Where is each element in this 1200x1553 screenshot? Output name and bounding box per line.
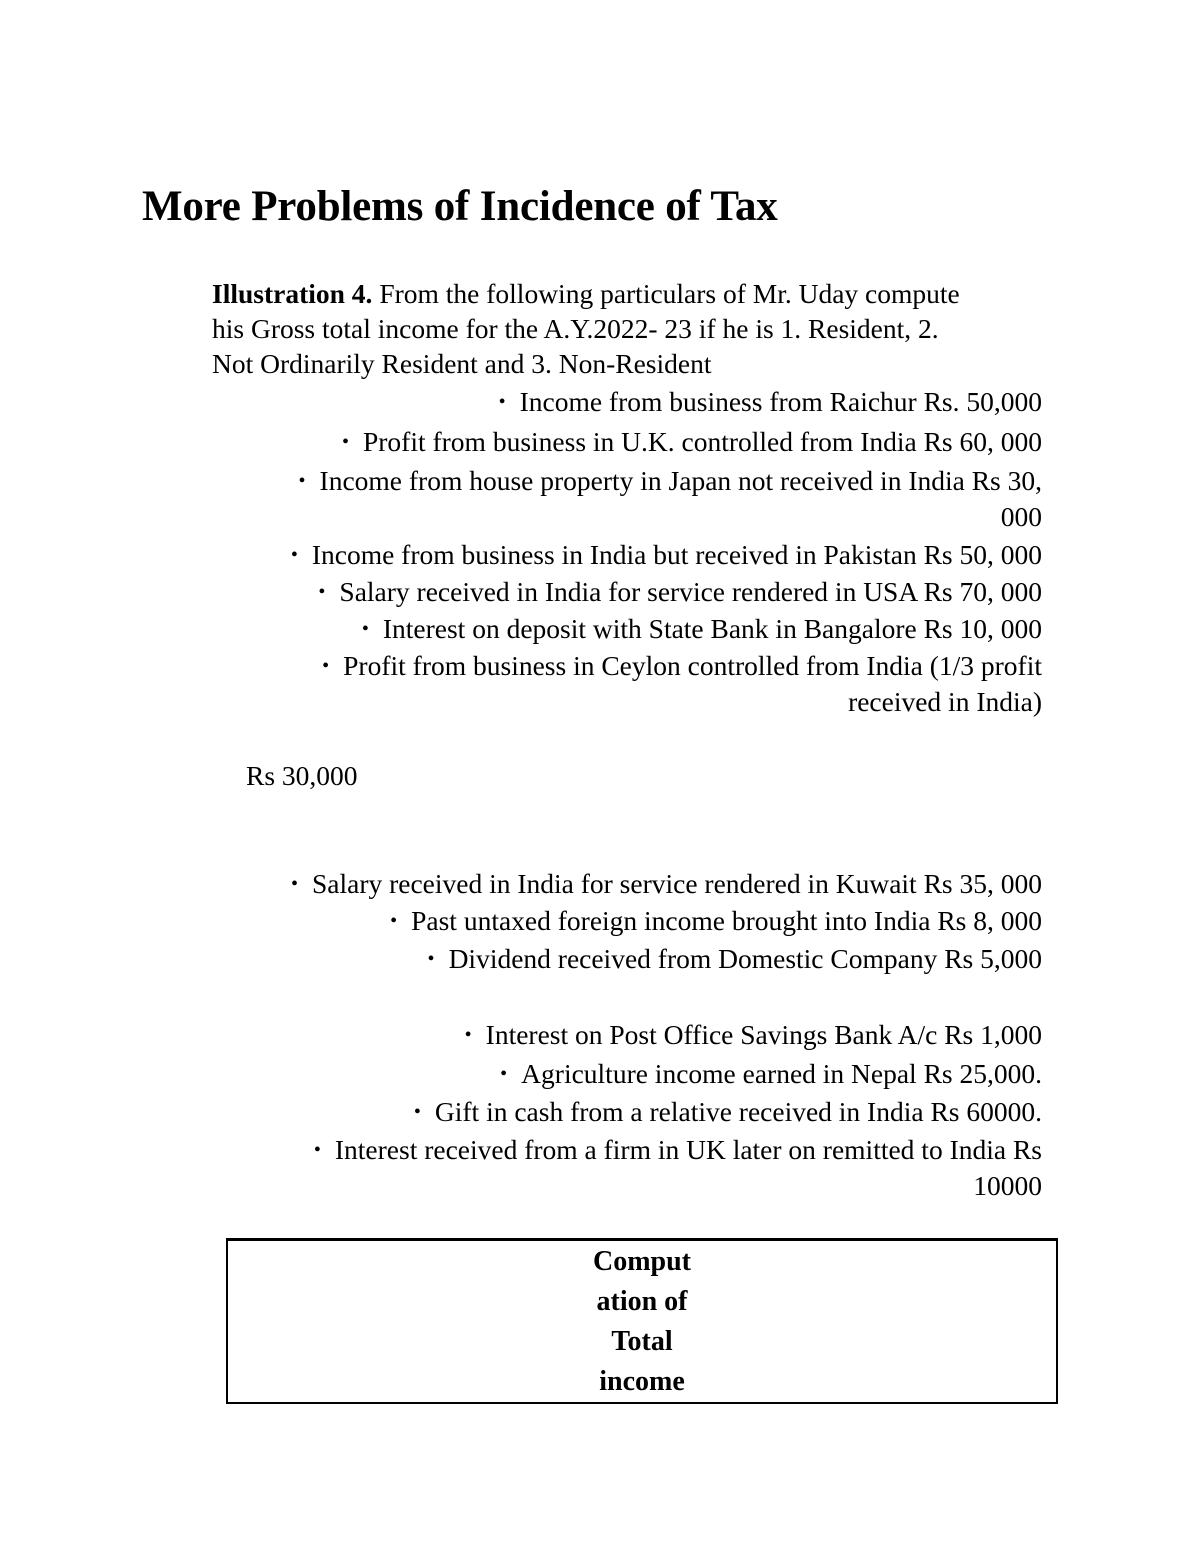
list-item-text: Interest received from a firm in UK later on remitted to India Rs [334,1134,1042,1165]
list-item [291,537,1042,573]
list-item [299,463,1042,534]
bullet-icon: • [318,581,326,603]
bullet-icon: • [290,873,298,895]
list-item-text: Dividend received from Domestic Company Rs 5,000 [448,943,1042,974]
bullet-icon: • [390,910,398,932]
list-item-text-cont: 000 [1000,501,1042,532]
bullet-icon: • [361,618,369,640]
list-item-text: Past untaxed foreign income brought into India Rs 8, 000 [411,905,1042,936]
bullet-icon: • [500,1063,508,1085]
bullet-icon: • [413,1101,421,1123]
list-item-text: Income from business in India but received in Pakistan Rs 50, 000 [311,539,1042,570]
list-item-text-cont: 10000 [973,1170,1042,1201]
list-item-text: Gift in cash from a relative received in India Rs 60000. [434,1096,1042,1127]
bullet-icon: • [464,1024,472,1046]
list-item [314,1132,1042,1203]
list-item [291,866,1042,902]
page-title: More Problems of Incidence of Tax [142,183,778,230]
list-item [322,648,1042,719]
list-item-text: Income from house property in Japan not received in India Rs 30, [319,465,1042,496]
illustration-paragraph [212,276,972,381]
stray-amount: Rs 30,000 [246,760,358,791]
list-item [428,941,1042,977]
list-item-text: Agriculture income earned in Nepal Rs 25,000. [521,1058,1042,1089]
bullet-icon: • [313,1139,321,1161]
list-item [465,1017,1042,1053]
list-item [362,611,1042,647]
bullet-icon: • [427,948,435,970]
bullet-icon: • [322,655,330,677]
list-item [499,384,1042,420]
list-item [342,424,1042,460]
illustration-label: Illustration 4. [212,278,373,309]
bullet-icon: • [498,391,506,413]
list-item-text: Salary received in India for service rendered in Kuwait Rs 35, 000 [311,868,1042,899]
computation-heading: Comput ation of Total income [592,1246,691,1397]
list-item [500,1056,1042,1092]
illustration-text: From the following particulars of Mr. Uday compute his Gross total income for the A.Y.2022- 23 if he is 1. Resident, 2. Not Ordinarily Resident and 3. Non-Resident [212,278,960,379]
list-item [390,903,1042,939]
bullet-icon: • [341,431,349,453]
list-item [318,574,1042,610]
bullet-icon: • [290,544,298,566]
list-item-text: Interest on deposit with State Bank in Bangalore Rs 10, 000 [382,613,1042,644]
list-item-text: Interest on Post Office Savings Bank A/c Rs 1,000 [485,1019,1042,1050]
list-item-text: Income from business from Raichur Rs. 50,000 [519,386,1042,417]
list-item-text-cont: received in India) [848,686,1042,717]
list-item-text: Salary received in India for service rendered in USA Rs 70, 000 [339,576,1042,607]
list-item-text: Profit from business in U.K. controlled from India Rs 60, 000 [362,426,1042,457]
list-item [414,1094,1042,1130]
list-item-text: Profit from business in Ceylon controlled from India (1/3 profit [343,650,1042,681]
bullet-icon: • [298,470,306,492]
